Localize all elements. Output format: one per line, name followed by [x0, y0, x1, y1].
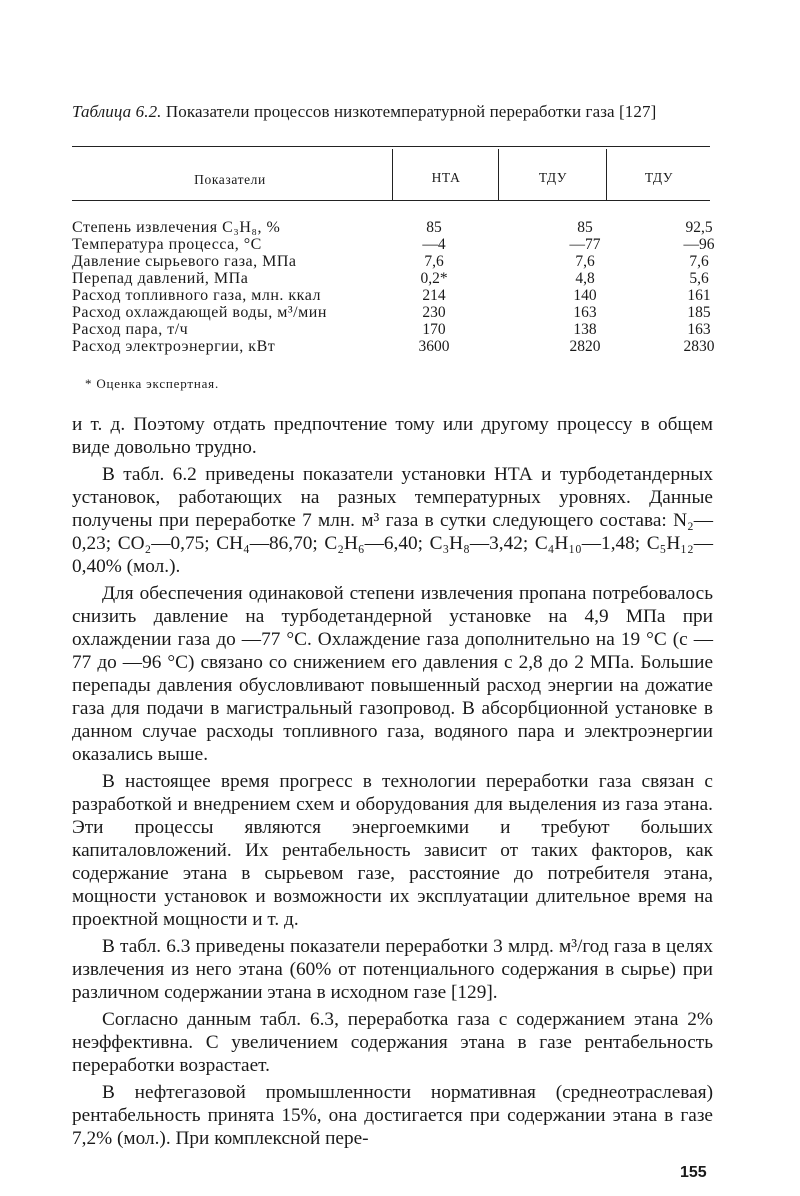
- row-name: Степень извлечения C₃H₈, %: [72, 219, 281, 236]
- cell-tdu-2: 2830: [683, 338, 715, 355]
- cell-tdu-1: 138: [573, 321, 597, 338]
- header-tdu-2: ТДУ: [644, 170, 674, 185]
- paragraph: и т. д. Поэтому отдать предпочтение тому или другому процессу в общем виде довольно трудно.: [72, 414, 713, 458]
- cell-tdu-2: 161: [687, 287, 711, 304]
- cell-tdu-1: —77: [569, 236, 601, 253]
- cell-nta: 214: [422, 287, 446, 304]
- cell-nta: 7,6: [424, 253, 444, 270]
- table-footnote: * Оценка экспертная.: [85, 376, 219, 391]
- header-tdu-1: ТДУ: [538, 170, 568, 185]
- cell-tdu-1: 163: [573, 304, 597, 321]
- cell-tdu-2: 185: [687, 304, 711, 321]
- cell-tdu-2: —96: [683, 236, 715, 253]
- paragraph: Согласно данным табл. 6.3, переработка газа с содержанием этана 2% неэффективна. С увеличением содержания этана в газе рентабельность переработки возрастает.: [72, 1009, 713, 1076]
- header-nta: НТА: [431, 170, 461, 185]
- paragraph: В табл. 6.2 приведены показатели установки НТА и турбодетандерных установок, работающих на разных температурных уровнях. Данные получены при переработке 7 млн. м³ газа в сутки следующего состава: N₂—0,23; CO₂—0,75; CH₄—86,70; C₂H₆—6,40; C₃H₈—3,42; C₄H₁₀—1,48; C₅H₁₂—0,40% (мол.).: [72, 464, 713, 577]
- paragraph: Для обеспечения одинаковой степени извлечения пропана потребовалось снизить давление на турбодетандерной установке на 4,9 МПа при охлаждении газа до —77 °С. Охлаждение газа дополнительно на 19 °С (с —77 до —96 °С) связано со снижением его давления с 2,8 до 2 МПа. Большие перепады давления обусловливают повышенный расход энергии на дожатие газа для подачи в магистральный газопровод. В абсорбционной установке в данном случае расходы топливного газа, водяного пара и электроэнергии оказались выше.: [72, 583, 713, 765]
- column-divider: [606, 149, 607, 200]
- table-caption: [72, 102, 672, 121]
- row-name: Расход электроэнергии, кВт: [72, 338, 276, 355]
- paragraph: В табл. 6.3 приведены показатели переработки 3 млрд. м³/год газа в целях извлечения из него этана (60% от потенциального содержания в сырье) при различном содержании этана в исходном газе [129].: [72, 936, 713, 1003]
- cell-nta: 170: [422, 321, 446, 338]
- row-name: Расход топливного газа, млн. ккал: [72, 287, 321, 304]
- cell-tdu-2: 5,6: [689, 270, 709, 287]
- header-indicators: Показатели: [194, 172, 266, 187]
- cell-tdu-2: 7,6: [689, 253, 709, 270]
- row-name: Давление сырьевого газа, МПа: [72, 253, 297, 270]
- column-divider: [392, 149, 393, 200]
- row-name: Перепад давлений, МПа: [72, 270, 249, 287]
- cell-tdu-1: 4,8: [575, 270, 595, 287]
- paragraph: В настоящее время прогресс в технологии переработки газа связан с разработкой и внедрением схем и оборудования для выделения из газа этана. Эти процессы являются энергоемкими и требуют больших капиталовложений. Их рентабельность зависит от таких факторов, как содержание этана в сырьевом газе, расстояние до потребителя этана, мощности установок и возможности их эксплуатации длительное время на проектной мощности и т. д.: [72, 771, 713, 930]
- cell-nta: 0,2*: [420, 270, 448, 287]
- body-text: [72, 413, 713, 1150]
- cell-nta: —4: [422, 236, 446, 253]
- caption-label: Таблица 6.2.: [72, 102, 162, 121]
- cell-nta: 85: [426, 219, 442, 236]
- column-divider: [498, 149, 499, 200]
- cell-tdu-1: 7,6: [575, 253, 595, 270]
- cell-tdu-1: 85: [577, 219, 593, 236]
- cell-tdu-1: 2820: [569, 338, 601, 355]
- row-name: Расход охлаждающей воды, м³/мин: [72, 304, 327, 321]
- cell-nta: 230: [422, 304, 446, 321]
- cell-nta: 3600: [418, 338, 450, 355]
- page-number: 155: [680, 1164, 707, 1181]
- row-name: Расход пара, т/ч: [72, 321, 189, 338]
- table-top-rule: [72, 146, 710, 147]
- table-header-rule: [72, 200, 710, 201]
- row-name: Температура процесса, °С: [72, 236, 262, 253]
- cell-tdu-1: 140: [573, 287, 597, 304]
- paragraph: В нефтегазовой промышленности нормативная (среднеотраслевая) рентабельность принята 15%, она достигается при содержании этана в газе 7,2% (мол.). При комплексной пере-: [72, 1082, 713, 1149]
- cell-tdu-2: 92,5: [685, 219, 713, 236]
- cell-tdu-2: 163: [687, 321, 711, 338]
- caption-text: Показатели процессов низкотемпературной переработки газа [127]: [165, 102, 657, 121]
